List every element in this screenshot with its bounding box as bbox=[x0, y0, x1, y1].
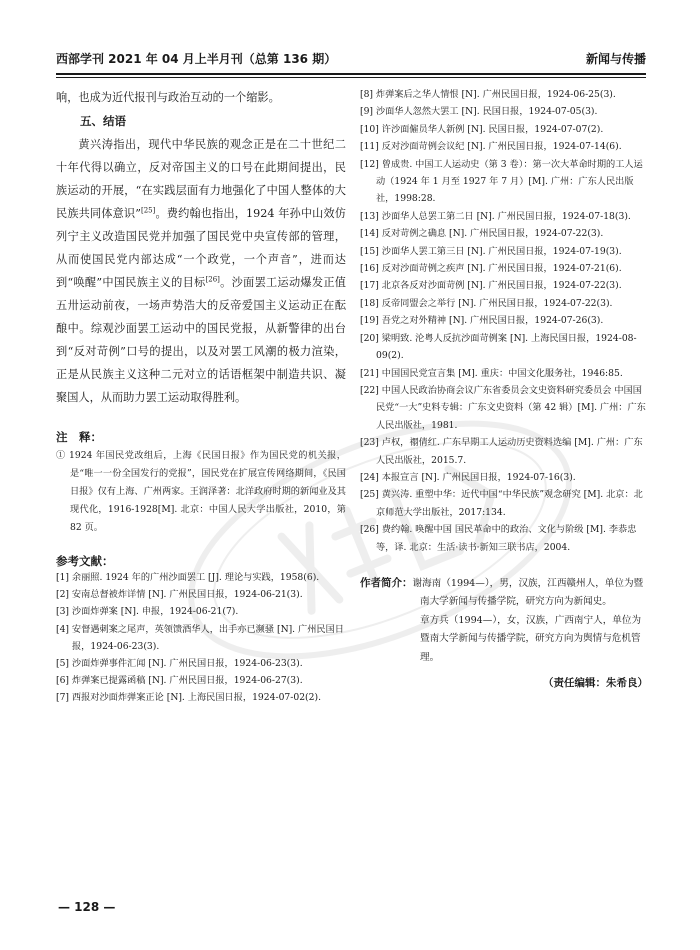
reference-item: [22] 中国人民政治协商会议广东省委员会文史资料研究委员会 中国国民党“一大”史料专辑：广东文史资料（第 42 辑）[M]. 广州：广东人民出版社，1981. bbox=[360, 384, 646, 431]
reference-list-left bbox=[56, 569, 346, 707]
reference-item: [13] 沙面华人总罢工第二日 [N]. 广州民国日报，1924-07-18(3). bbox=[360, 210, 631, 222]
notes-title: 注 释： bbox=[56, 430, 102, 444]
reference-item: [17] 北京各反对沙面苛例 [N]. 广州民国日报，1924-07-22(3). bbox=[360, 280, 622, 292]
conclusion-text-c: 。沙面罢工运动爆发正值五卅运动前夜，一场声势浩大的反帝爱国主义运动正在酝酿中。综观沙面罢工运动中的国民党报，从新警律的出台到“反对苛例”口号的提出，以及对罢工风潮的极力渲染，正是从民族主义这种二元对立的话语框架中制造共识、凝聚国人，从而助力罢工运动取得胜利。 bbox=[56, 276, 346, 404]
left-column bbox=[56, 86, 346, 707]
responsible-editor: （责任编辑：朱希良） bbox=[543, 677, 648, 690]
reference-item: [11] 反对沙面苛例会议纪 [N]. 广州民国日报，1924-07-14(6). bbox=[360, 141, 622, 153]
conclusion-text-b: 。费约翰也指出，1924 年孙中山效仿列宁主义改造国民党并加强了国民党中央宣传部的管理，从而使国民党内部达成“一个政党，一个声音”，进而达到“唤醒”中国民族主义的目标 bbox=[56, 207, 346, 289]
reference-item: [18] 反帝同盟会之举行 [N]. 广州民国日报，1924-07-22(3). bbox=[360, 297, 613, 309]
references-title: 参考文献： bbox=[56, 554, 114, 568]
body-continuation: 响，也成为近代报刊与政治互动的一个缩影。 bbox=[56, 91, 280, 104]
reference-item: [15] 沙面华人罢工第三日 [N]. 广州民国日报，1924-07-19(3). bbox=[360, 245, 622, 257]
reference-item: [4] 安督遇刺案之尾声，英领馈酒华人，出手亦已濒骚 [N]. 广州民国日报，1924-06-23(3). bbox=[56, 623, 344, 652]
conclusion-text-a: 黄兴涛指出，现代中华民族的观念正是在二十世纪二十年代得以确立，反对帝国主义的口号在此期间提出，民族运动的开展，“在实践层面有力地强化了中国人整体的大民族共同体意识” bbox=[56, 138, 346, 220]
reference-item: [3] 沙面炸弹案 [N]. 申报，1924-06-21(7). bbox=[56, 606, 239, 618]
reference-item: [9] 沙面华人忽然大罢工 [N]. 民国日报，1924-07-05(3). bbox=[360, 106, 598, 118]
reference-item: [19] 吾党之对外精神 [N]. 广州民国日报，1924-07-26(3). bbox=[360, 315, 604, 327]
author-first-text: 谢海南（1994—），男，汉族，江西赣州人，单位为暨南大学新闻与传播学院，研究方向为新闻史。 bbox=[412, 577, 644, 608]
reference-item: [16] 反对沙面苛例之疾声 [N]. 广州民国日报，1924-07-21(6). bbox=[360, 263, 622, 275]
section-name: 新闻与传播 bbox=[585, 52, 646, 66]
reference-item: [1] 余丽照. 1924 年的广州沙面罢工 [J]. 理论与实践，1958(6). bbox=[56, 572, 320, 583]
right-column bbox=[360, 86, 648, 704]
author-label: 作者简介： bbox=[360, 576, 413, 589]
reference-item: [25] 黄兴涛. 重塑中华：近代中国“中华民族”观念研究 [M]. 北京：北京师范大学出版社，2017:134. bbox=[360, 489, 643, 518]
reference-item: [7] 西报对沙面炸弹案正论 [N]. 上海民国日报，1924-07-02(2). bbox=[56, 692, 321, 704]
header-rule-thin bbox=[56, 77, 646, 78]
reference-list-right bbox=[360, 86, 648, 556]
author-entry-first bbox=[360, 574, 648, 612]
reference-item: [14] 反对苛例之确息 [N]. 广州民国日报，1924-07-22(3). bbox=[360, 228, 604, 240]
reference-item: [23] 卢权，禤倩红. 广东早期工人运动历史资料选编 [M]. 广州：广东人民出版社，2015.7. bbox=[360, 437, 643, 466]
reference-item: [10] 许沙面僱员华人新例 [N]. 民国日报，1924-07-07(2). bbox=[360, 123, 604, 135]
reference-item: [8] 炸弹案后之华人情恨 [N]. 广州民国日报，1924-06-25(3). bbox=[360, 89, 616, 100]
author-bio bbox=[360, 574, 648, 668]
section-heading: 五、结语 bbox=[80, 114, 126, 128]
page-number: — 128 — bbox=[58, 900, 116, 914]
conclusion-paragraph bbox=[56, 133, 346, 409]
header-rule-thick bbox=[56, 73, 646, 75]
note-item: ① 1924 年国民党改组后，上海《民国日报》作为国民党的机关报，是“唯一一份全国发行的党报”，国民党在扩展宣传网络期间，《民国日报》仅有上海、广州两家。王润泽著：北洋政府时期的新闻业及其现代化，1916-1928[M]. 北京：中国人民大学出版社，2010，第 82 页。 bbox=[56, 450, 346, 533]
reference-item: [2] 安南总督被炸详情 [N]. 广州民国日报，1924-06-21(3). bbox=[56, 589, 303, 601]
author-entry-second: 章方兵（1994—），女，汉族，广西南宁人，单位为暨南大学新闻与传播学院，研究方向为舆情与危机管理。 bbox=[420, 614, 642, 663]
reference-item: [12] 曾成贵. 中国工人运动史（第 3 卷）：第一次大革命时期的工人运动（1924 年 1 月至 1927 年 7 月）[M]. 广州：广东人民出版社，1998:28. bbox=[360, 158, 643, 205]
reference-item: [6] 炸弹案已提露函稿 [N]. 广州民国日报，1924-06-27(3). bbox=[56, 675, 303, 687]
citation-25: [25] bbox=[140, 206, 156, 215]
reference-item: [20] 梁明致. 沦粤人反抗沙面苛例案 [N]. 上海民国日报，1924-08-09(2). bbox=[360, 332, 637, 362]
reference-item: [24] 本报宣言 [N]. 广州民国日报，1924-07-16(3). bbox=[360, 471, 576, 483]
reference-item: [5] 沙面炸弹事件汇闻 [N]. 广州民国日报，1924-06-23(3). bbox=[56, 658, 303, 670]
journal-title: 西部学刊 2021 年 04 月上半月刊（总第 136 期） bbox=[56, 52, 337, 66]
reference-item: [21] 中国国民党宣言集 [M]. 重庆：中国文化服务社，1946:85. bbox=[360, 367, 623, 379]
citation-26: [26] bbox=[205, 275, 220, 284]
reference-item: [26] 费约翰. 唤醒中国 国民革命中的政治、文化与阶级 [M]. 李恭忠等，译. 北京：生活·读书·新知三联书店，2004. bbox=[360, 524, 637, 553]
running-header bbox=[56, 44, 646, 72]
